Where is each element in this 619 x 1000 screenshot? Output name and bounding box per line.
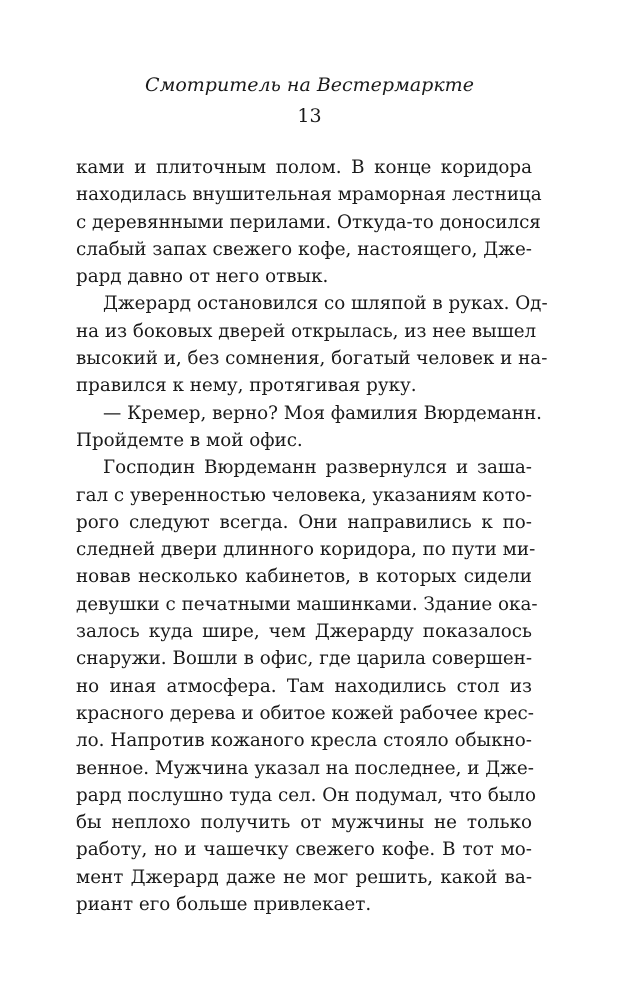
text-line: девушки с печатными машинками. Здание ока- — [76, 593, 538, 615]
text-line: следней двери длинного коридора, по пути ми- — [76, 539, 536, 561]
body-text — [76, 154, 548, 918]
text-line: — Кремер, верно? Моя фамилия Вюрдеманн. — [103, 402, 542, 424]
text-line: венное. Мужчина указал на последнее, и Дже- — [76, 757, 534, 779]
text-line: работу, но и чашечку свежего кофе. В тот мо- — [76, 839, 532, 861]
text-line: залось куда шире, чем Джерарду показалось — [76, 621, 532, 643]
text-line: Пройдемте в мой офис. — [76, 429, 303, 451]
text-line: но иная атмосфера. Там находились стол из — [76, 675, 532, 697]
text-line: ло. Напротив кожаного кресла стояло обыкно- — [76, 730, 532, 752]
text-line: снаружи. Вошли в офис, где царила совершен- — [76, 648, 532, 670]
text-line: ками и плиточным полом. В конце коридора — [76, 157, 532, 178]
text-line: красного дерева и обитое кожей рабочее крес- — [76, 702, 534, 724]
text-line: находилась внушительная мраморная лестница — [76, 184, 542, 206]
text-line: бы неплохо получить от мужчины не только — [76, 812, 532, 834]
text-line: Джерард остановился со шляпой в руках. Од- — [103, 293, 548, 315]
text-line: на из боковых дверей открылась, из нее вышел — [76, 320, 537, 342]
text-line: новав несколько кабинетов, в которых сидели — [76, 566, 532, 588]
running-head-title: Смотритель на Вестермаркте — [145, 74, 474, 96]
text-line: гал с уверенностью человека, указаниям кото- — [76, 484, 532, 506]
text-line: правился к нему, протягивая руку. — [76, 375, 417, 397]
text-line: рого следуют всегда. Они направились к по- — [76, 511, 532, 533]
page-number: 13 — [297, 105, 322, 127]
text-line: мент Джерард даже не мог решить, какой ва- — [76, 866, 532, 888]
text-line: Господин Вюрдеманн развернулся и заша- — [103, 457, 532, 479]
text-line: риант его больше привлекает. — [76, 894, 372, 916]
text-line: высокий и, без сомнения, богатый человек и на- — [76, 348, 548, 370]
text-line: с деревянными перилами. Откуда-то доносился — [76, 211, 541, 233]
text-line: рард послушно туда сел. Он подумал, что было — [76, 784, 537, 806]
text-line: слабый запах свежего кофе, настоящего, Дже- — [76, 238, 532, 260]
text-line: рард давно от него отвык. — [76, 266, 329, 288]
